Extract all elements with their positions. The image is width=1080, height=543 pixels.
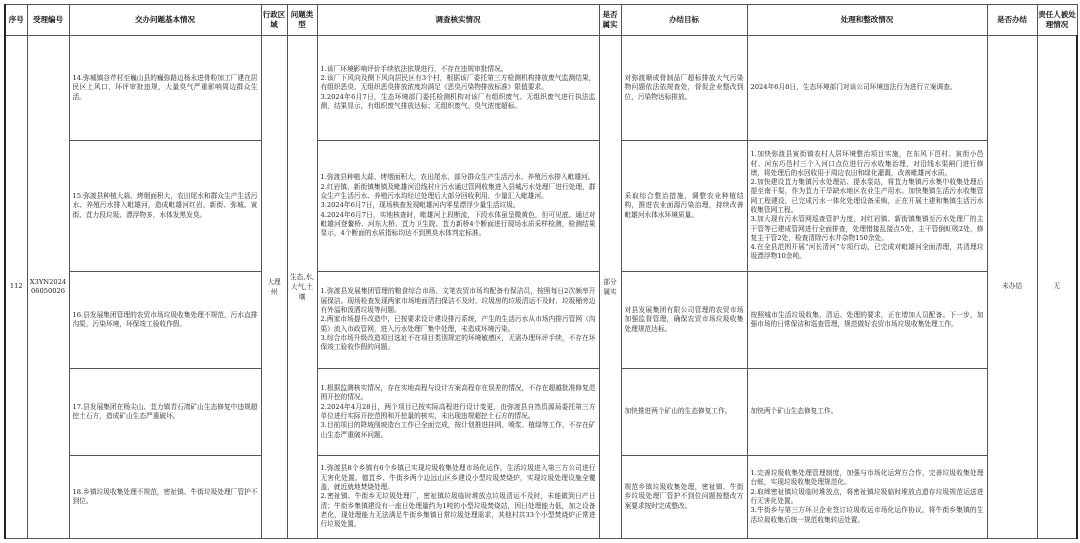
investigation-text: 1.该厂环境影响评价手续依法依规进行，不存在违规审批情况。 2.该厂下风向及侧下风向居民区有3个村，根据该厂委托第三方检测机构排放废气监测结果，有组织恶臭、无组织恶臭排放浓度均满足《恶臭污染物排放标准》限值要求。 3.2024年6月7日，生态环境部门委托检测机构对该厂有组织废气、无组织废气进行执法监测，结果显示，有组织废气排放达标；无组织废气、臭气浓度超标。 — [320, 64, 596, 110]
issue-cell — [69, 141, 261, 272]
goal-text: 采取综合整治措施，调整农业种植结构，推进农业面源污染治理，持续改善毗雄河水体水环境质量。 — [624, 192, 744, 219]
header-issue: 交办问题基本情况 — [69, 5, 261, 36]
issue-text: 15.弥渡县种植大蒜、烤烟面积大，农田尾水和群众生产生活污水、养殖污水排入毗雄河，造成毗雄河红岩、新街、弥城、寅街、苴力段垃圾、漂浮物多，水体发黑发臭。 — [72, 192, 258, 219]
goal-text: 对弥渡顺成骨制品厂超标排放大气污染物问题依法依规查处，督促企业整改到位，污染物达标排放。 — [624, 74, 744, 101]
investigation-cell — [317, 369, 599, 456]
table-row — [5, 272, 1077, 369]
case-no-text: X3YN202406050026 — [29, 277, 67, 295]
goal-cell — [621, 369, 747, 456]
handling-cell — [747, 272, 987, 369]
type-text: 生态,水,大气,土壤 — [289, 273, 315, 301]
investigation-text: 1.弥渡县发展集团管理的粮食综合市场、文笔农贸市场均配备有保洁员，按照每日2次频率开展保洁。现场检查发现两家市场地面清扫保洁不及时、垃圾房的垃圾清运不及时、垃圾桶旁边有外溢和泼洒垃圾等问题。 2.两家市场提升改造中，已按要求设计建设排污系统，产生的生活污水从市场内排污管网（沟渠）流入市政管网，进入污水处理厂集中处理，未造成环境污染。 3.综合市场升级改造项目选址不在项目类别规定的环境敏感区，无需办理环评手续，不存在环保竣工验收作假的问题。 — [320, 287, 596, 352]
handling-cell — [747, 369, 987, 456]
investigation-cell — [317, 36, 599, 141]
header-region: 行政区域 — [261, 5, 287, 36]
handling-text: 2024年6月8日，生态环境部门对该公司环境违法行为进行立案调查。 — [750, 83, 957, 92]
accountability-cell: 无 — [1037, 36, 1077, 539]
complaint-table — [4, 4, 1078, 539]
goal-text: 规范乡镇垃圾收集处理，密祉镇、牛街乡垃圾处理厂管护不到位问题按整改方案要求按时完成整改。 — [624, 483, 744, 510]
header-row — [5, 5, 1077, 36]
issue-text: 14.弥城镇谷芹村至巍山县的巍弥路边杨永进骨粉加工厂建在居民区上风口，环评审批违规，大量臭气严重影响周边群众生活。 — [72, 74, 258, 101]
investigation-text: 1.根据监测核实情况，存在实地高程与设计方案高程存在误差的情况，不存在超越批准修复范围开挖的情况。 2.2024年4月28日，两个项目已按实际高程进行设计变更，由弥渡县自然资源局委托第三方单位进行实际开挖范围和开挖量的核实，未出现违规超挖土石方的情况。 3.目前项目的降坡削坡造台工作已全面完成，按计划推进挂网、喷浆、植绿等工作，不存在矿山生态严重破坏问题。 — [320, 384, 596, 439]
issue-cell — [69, 369, 261, 456]
goal-cell — [621, 272, 747, 369]
header-seq: 序号 — [5, 5, 27, 36]
issue-cell — [69, 456, 261, 539]
closed-cell: 未办结 — [987, 36, 1037, 539]
handling-cell — [747, 36, 987, 141]
handling-text: 加快两个矿山生态修复工作。 — [750, 407, 838, 416]
issue-text: 17.县发展集团在杨尖山、苴力镇青石湾矿山生态修复中违规超挖土石方，造成矿山生态严重破坏。 — [72, 402, 258, 420]
table-row — [5, 36, 1077, 141]
header-closed: 是否办结 — [987, 5, 1037, 36]
header-verified: 是否属实 — [599, 5, 621, 36]
header-accountability: 责任人被处理情况 — [1037, 5, 1077, 36]
goal-text: 加快推进两个矿山的生态修复工作。 — [624, 407, 732, 416]
handling-text: 1.完善垃圾收集处理管理制度，加强与市场化运营方合作，完善垃圾收集处理台账，实现垃圾收集处理规范化。 2.取缔密祉镇垃圾临时堆放点，将密祉镇垃圾临时堆放点遗存垃圾规范运送进行无害化处置。 3.牛街乡与第三方环卫企业签订垃圾收运市场化运作协议，将牛街乡集镇的生活垃圾收集后统一规范收集转运处置。 — [750, 469, 984, 524]
handling-cell — [747, 141, 987, 272]
goal-cell — [621, 36, 747, 141]
handling-text: 按照城市生活垃圾收集、清运、处理的要求，正在增加人员配备。下一步，加强市场的日常保洁和巡查管理，规范做好农贸市场垃圾收集处理工作。 — [750, 310, 984, 328]
header-handling: 处理和整改情况 — [747, 5, 987, 36]
handling-cell — [747, 456, 987, 539]
seq-cell: 112 — [5, 36, 27, 539]
issue-text: 18.乡镇垃圾收集处理不规范，密祉镇、牛街垃圾处理厂管护不到位。 — [72, 487, 258, 505]
goal-cell — [621, 456, 747, 539]
investigation-text: 1.弥渡县种植大蒜、烤烟面积大，农田尾水、部分群众生产生活污水、养殖污水排入毗雄河。 2.红岩镇、新街镇集镇及毗雄河沿线村庄污水通过管网收集进入县城污水处理厂进行处理，群众生产生活污水、养殖污水均经过处理后大部分回收利用、少量汇入毗雄河。 3.2024年6月7日，现场核查发现毗雄河内零星漂浮少量生活垃圾。 4.2024年6月7日，实地核查时，毗雄河上段断流，下段水体虽呈微黄色，但可见底。通过对毗雄河登鳌桥、河东大桥、苴力卫生院、苴力新桥4个断面进行现场水质采样检测，检测结果显示，4个断面的水质指标均达不到黑臭水体判定标准。 — [320, 173, 596, 238]
header-case-no: 受理编号 — [27, 5, 69, 36]
handling-text: 1.加快弥渡县寅街镇农村人居环境整治项目实施，在东风下邑村、寅街小邑村、河东巧邑村三个入河口点位进行污水收集治理，对沿线水渠闸门进行修缮，将处理后的水回收用于周边农田和绿化灌溉，改善毗雄河水质。 2.加快建设苴力集镇污水处理站、提水泵站，将苴力集镇污水集中收集处理后提至南干渠，作为苴力干旱缺水地区农业生产用水。加快集镇生活污水收集管网工程建设，已完成污水一体化处理设备采购，正在开展土建和集镇生活污水收集管网工程。 3.加大现有污水管网巡查管护力度，对红岩镇、新街镇集镇至污水处理厂的主干管等已建成管网进行全面排查，处理错接乱接点5处，主干管倒虹吸2处，修复主干管2处，检查清除污水井杂物150余处。 4.在全县范围开展“河长清河”专项行动，已完成对毗雄河全面清理，共清理垃圾漂浮物10余吨。 — [750, 150, 984, 261]
investigation-cell — [317, 141, 599, 272]
region-cell — [261, 36, 287, 539]
investigation-text: 1.弥渡县8个乡镇有6个乡镇已实现垃圾收集处理市场化运作，生活垃圾进入第三方公司进行无害化处置。德苴乡、牛街乡两个边远山区乡建设小型垃圾焚烧炉，实现垃圾处理设施全覆盖，就近就地焚烧处理。 2.密祉镇、牛街乡无垃圾处理厂，密祉镇垃圾临时堆放点垃圾清运不及时，未能做到日产日清；牛街乡集镇建设有一座日处理量约为1吨的小型垃圾焚烧站，因日处理能力低，加之设备老化，现处理能力无法满足牛街乡集镇日常垃圾处理需求，其他村共33个小型焚烧炉正常进行垃圾处置。 — [320, 464, 596, 529]
case-no-cell — [27, 36, 69, 539]
table-row — [5, 369, 1077, 456]
header-goal: 办结目标 — [621, 5, 747, 36]
type-cell — [287, 36, 317, 539]
goal-cell — [621, 141, 747, 272]
issue-cell — [69, 272, 261, 369]
header-type: 问题类型 — [287, 5, 317, 36]
table-row — [5, 141, 1077, 272]
goal-text: 对县发展集团有限公司管理的农贸市场加强监督管理，确保农贸市场垃圾收集处理规范达标。 — [624, 306, 744, 333]
verified-cell — [599, 36, 621, 539]
table-row — [5, 456, 1077, 539]
region-text: 大理州 — [267, 278, 281, 296]
issue-text: 16.县发展集团管理的农贸市场垃圾收集处理不规范，污水直排沟渠，污染环境，环保竣工验收作假。 — [72, 310, 258, 328]
investigation-cell — [317, 456, 599, 539]
investigation-cell — [317, 272, 599, 369]
verified-text: 部分属实 — [603, 278, 617, 296]
issue-cell — [69, 36, 261, 141]
header-investigation: 调查核实情况 — [317, 5, 599, 36]
